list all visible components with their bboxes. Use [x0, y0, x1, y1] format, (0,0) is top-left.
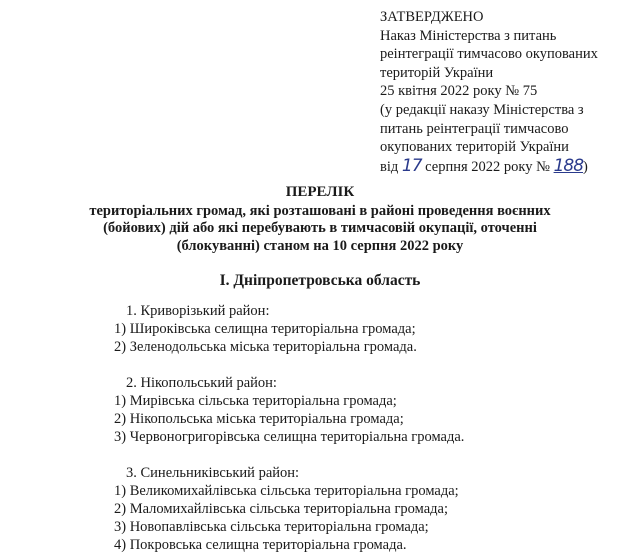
- date-middle: серпня 2022 року №: [425, 158, 550, 175]
- section-title: І. Дніпропетровська область: [219, 272, 421, 289]
- document-title: [40, 184, 600, 255]
- district-block: [114, 302, 464, 356]
- district-name: 1. Криворізький район:: [126, 303, 270, 319]
- title-line: (блокуванні) станом на 10 серпня 2022 року: [176, 237, 464, 254]
- title-heading: ПЕРЕЛІК: [285, 184, 355, 200]
- handwritten-day: 17: [401, 155, 422, 176]
- district-block: [114, 374, 464, 446]
- approval-block: [380, 8, 638, 176]
- date-suffix: ): [583, 158, 588, 175]
- community-item: 2) Маломихайлівська сільська територіальна громада;: [114, 501, 448, 517]
- community-item: 3) Новопавлівська сільська територіальна громада;: [114, 519, 429, 535]
- community-item: 3) Червоногригорівська селищна територіальна громада.: [114, 429, 465, 445]
- district-list: [114, 302, 464, 554]
- community-item: 1) Широківська селищна територіальна громада;: [114, 321, 416, 337]
- title-line: (бойових) дій або які перебувають в тимчасовій окупації, оточенні: [103, 220, 537, 236]
- community-item: 2) Нікопольська міська територіальна громада;: [114, 411, 404, 427]
- approval-order-line: Наказ Міністерства з питань: [380, 27, 557, 44]
- approval-stamp: ЗАТВЕРДЖЕНО: [380, 9, 484, 25]
- community-item: 1) Мирівська сільська територіальна громада;: [114, 393, 397, 409]
- community-item: 4) Покровська селищна територіальна громада.: [114, 537, 407, 553]
- approval-edition-line: (у редакції наказу Міністерства з: [380, 101, 584, 118]
- approval-edition-date: [380, 157, 638, 177]
- title-line: територіальних громад, які розташовані в районі проведення воєнних: [89, 202, 551, 219]
- date-prefix: від: [380, 158, 399, 175]
- approval-order-line: територій України: [380, 64, 494, 81]
- handwritten-order-number: 188: [553, 155, 584, 176]
- district-name: 3. Синельниківський район:: [126, 465, 300, 481]
- approval-edition-line: окупованих територій України: [380, 139, 569, 156]
- approval-order-date: 25 квітня 2022 року № 75: [380, 83, 538, 100]
- district-name: 2. Нікопольський район:: [126, 375, 277, 391]
- community-item: 2) Зеленодольська міська територіальна громада.: [114, 339, 417, 355]
- district-block: [114, 464, 464, 554]
- approval-edition-line: питань реінтеграції тимчасово: [380, 120, 569, 137]
- community-item: 1) Великомихайлівська сільська територіальна громада;: [114, 483, 459, 499]
- approval-order-line: реінтеграції тимчасово окупованих: [380, 46, 598, 63]
